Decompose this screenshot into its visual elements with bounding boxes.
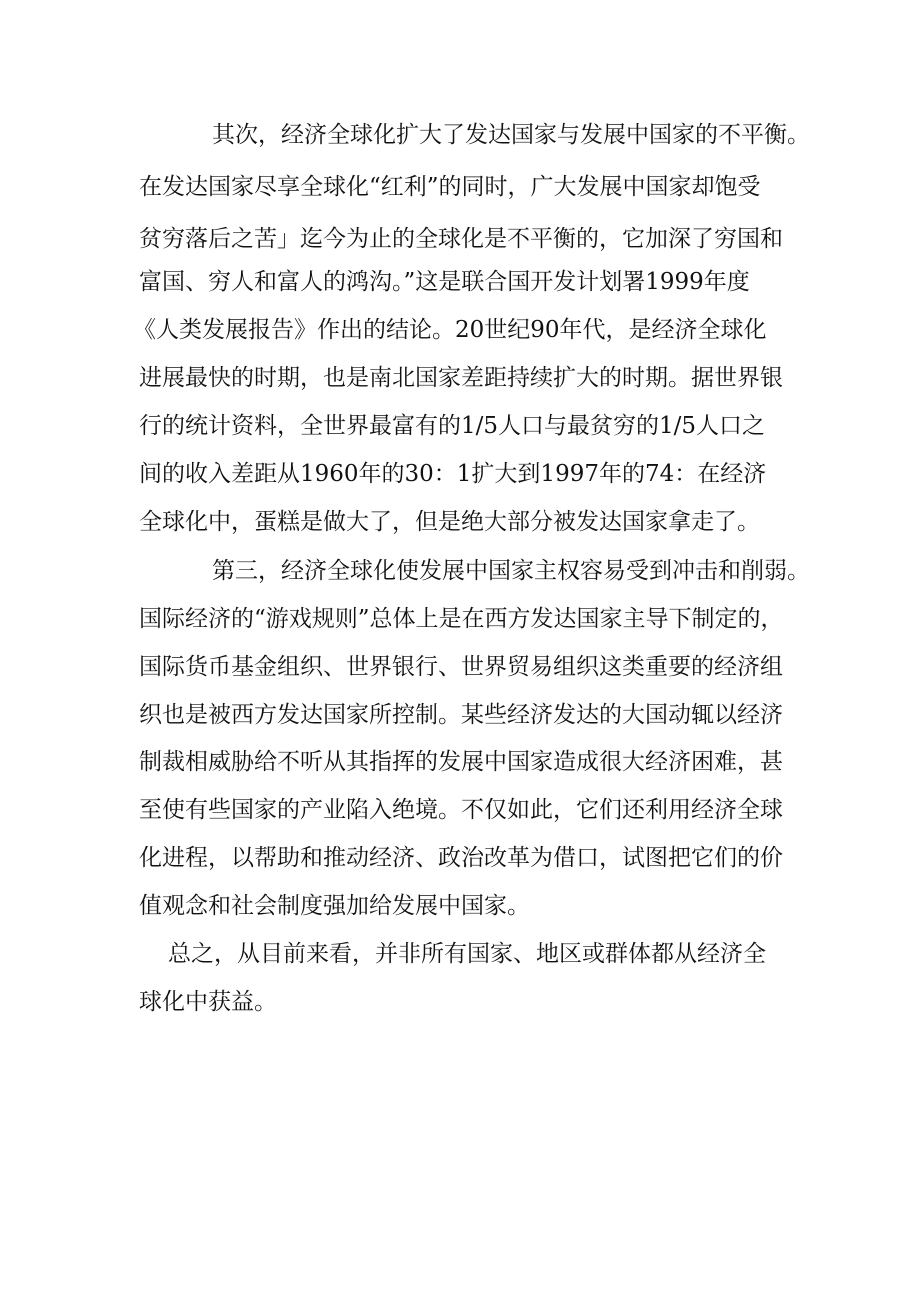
paragraph-2-line-8: 值观念和社会制度强加给发展中国家。 [139,893,530,919]
paragraph-1-line-2: 在发达国家尽享全球化“红利”的同时，广大发展中国家却饱受 [139,174,761,200]
paragraph-2-line-7: 化进程，以帮助和推动经济、政治改革为借口，试图把它们的价 [139,845,783,871]
paragraph-1-line-6: 进展最快的时期，也是南北国家差距持续扩大的时期。据世界银 [139,365,783,391]
paragraph-1-line-5: 《人类发展报告》作出的结论。20世纪90年代，是经济全球化 [133,317,767,343]
paragraph-2-line-6: 至使有些国家的产业陷入绝境。不仅如此，它们还利用经济全球 [139,797,783,823]
paragraph-1-line-7: 行的统计资料，全世界最富有的1/5人口与最贫穷的1/5人口之 [139,413,766,439]
paragraph-1-line-8: 间的收入差距从1960年的30：1扩大到1997年的74：在经济 [139,461,767,487]
paragraph-2-line-3: 国际货币基金组织、世界银行、世界贸易组织这类重要的经济组 [139,654,783,680]
paragraph-1-line-1: 其次，经济全球化扩大了发达国家与发展中国家的不平衡。 [212,122,810,148]
paragraph-1-line-9: 全球化中，蛋糕是做大了，但是绝大部分被发达国家拿走了。 [139,509,760,535]
paragraph-3-line-2: 球化中获益。 [139,989,277,1015]
paragraph-3-line-1: 总之，从目前来看，并非所有国家、地区或群体都从经济全 [168,941,766,967]
paragraph-2-line-1: 第三，经济全球化使发展中国家主权容易受到冲击和削弱。 [212,558,810,584]
paragraph-1-line-3: 贫穷落后之苦」迄今为止的全球化是不平衡的，它加深了穷国和 [139,226,783,252]
paragraph-2-line-2: 国际经济的“游戏规则”总体上是在西方发达国家主导下制定的， [139,606,784,632]
paragraph-2-line-5: 制裁相威胁给不听从其指挥的发展中国家造成很大经济困难，甚 [139,749,783,775]
paragraph-1-line-4: 富国、穷人和富人的鸿沟。”这是联合国开发计划署1999年度 [139,269,750,295]
paragraph-2-line-4: 织也是被西方发达国家所控制。某些经济发达的大国动辄以经济 [139,702,783,728]
